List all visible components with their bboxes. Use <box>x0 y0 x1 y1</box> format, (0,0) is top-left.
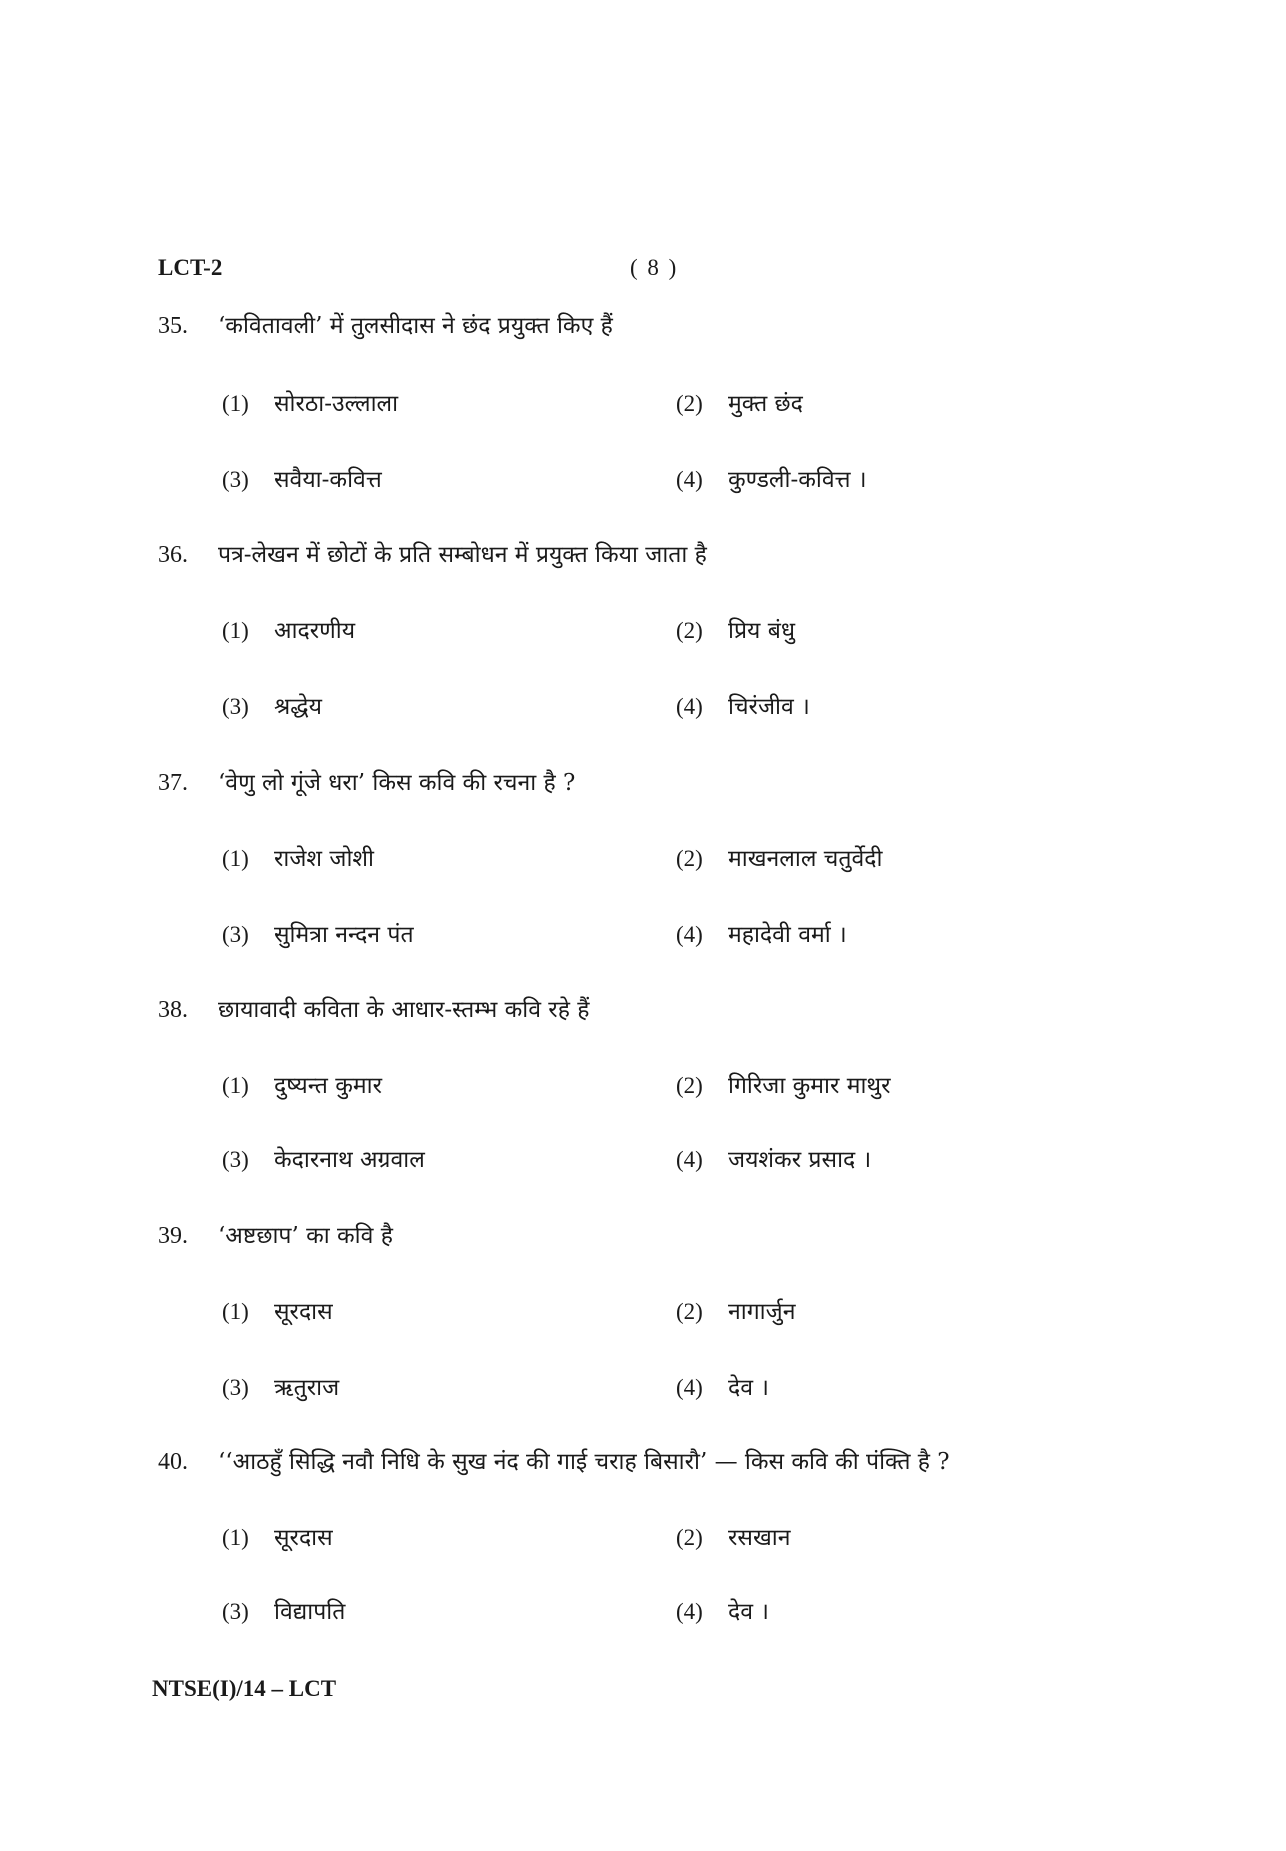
option-number: (3) <box>222 1599 249 1624</box>
question-number: 39. <box>158 1223 188 1249</box>
option-4 <box>676 1142 871 1174</box>
option-1 <box>222 841 374 873</box>
option-2 <box>676 386 803 418</box>
option-3 <box>222 1370 339 1402</box>
question-number: 35. <box>158 313 188 339</box>
option-number: (1) <box>222 846 249 871</box>
question-text: ‘वेणु लो गूंजे धरा’ किस कवि की रचना है ? <box>218 770 576 796</box>
option-2 <box>676 1294 795 1326</box>
option-3 <box>222 1142 425 1174</box>
header-code: LCT-2 <box>158 255 223 280</box>
option-1 <box>222 1068 382 1100</box>
question-text: छायावादी कविता के आधार-स्तम्भ कवि रहे हैं <box>218 997 590 1023</box>
option-text: जयशंकर प्रसाद । <box>728 1147 872 1173</box>
option-text: ऋतुराज <box>274 1375 340 1401</box>
option-text: देव । <box>728 1375 770 1401</box>
option-text: राजेश जोशी <box>274 846 375 872</box>
option-text: रसखान <box>728 1525 791 1551</box>
option-number: (2) <box>676 391 703 416</box>
option-4 <box>676 689 810 721</box>
option-text: गिरिजा कुमार माथुर <box>728 1073 891 1099</box>
option-3 <box>222 1594 345 1626</box>
option-text: सूरदास <box>274 1299 333 1325</box>
option-4 <box>676 462 867 494</box>
option-1 <box>222 386 398 418</box>
option-number: (2) <box>676 618 703 643</box>
option-1 <box>222 613 355 645</box>
option-text: श्रद्धेय <box>274 694 323 720</box>
option-text: सूरदास <box>274 1525 333 1551</box>
footer-code: NTSE(I)/14 – LCT <box>152 1676 337 1701</box>
question-number: 36. <box>158 542 188 568</box>
option-text: नागार्जुन <box>728 1299 796 1325</box>
option-4 <box>676 917 847 949</box>
option-number: (4) <box>676 1147 703 1172</box>
option-number: (3) <box>222 922 249 947</box>
option-text: महादेवी वर्मा । <box>728 922 847 948</box>
option-3 <box>222 917 414 949</box>
option-number: (3) <box>222 467 249 492</box>
question-text: पत्र-लेखन में छोटों के प्रति सम्बोधन में प्रयुक्त किया जाता है <box>218 542 707 568</box>
option-4 <box>676 1370 769 1402</box>
option-text: कुण्डली-कवित्त । <box>728 467 867 493</box>
option-number: (4) <box>676 694 703 719</box>
option-number: (4) <box>676 467 703 492</box>
option-3 <box>222 689 322 721</box>
option-text: सवैया-कवित्त <box>274 467 382 493</box>
option-number: (2) <box>676 1299 703 1324</box>
option-1 <box>222 1294 333 1326</box>
option-text: देव । <box>728 1599 770 1625</box>
question-text: ‘अष्टछाप’ का कवि है <box>218 1223 393 1249</box>
option-2 <box>676 841 882 873</box>
option-number: (4) <box>676 922 703 947</box>
option-2 <box>676 1068 891 1100</box>
option-number: (1) <box>222 1525 249 1550</box>
option-number: (3) <box>222 694 249 719</box>
question-number: 40. <box>158 1449 188 1475</box>
option-number: (2) <box>676 846 703 871</box>
option-number: (2) <box>676 1073 703 1098</box>
question-number: 38. <box>158 997 188 1023</box>
page-number: ( 8 ) <box>630 255 679 280</box>
option-number: (4) <box>676 1599 703 1624</box>
option-4 <box>676 1594 769 1626</box>
option-number: (1) <box>222 1299 249 1324</box>
option-text: दुष्यन्त कुमार <box>274 1073 383 1099</box>
option-text: सोरठा-उल्लाला <box>274 391 399 417</box>
option-text: केदारनाथ अग्रवाल <box>274 1147 425 1173</box>
option-number: (4) <box>676 1375 703 1400</box>
option-text: माखनलाल चतुर्वेदी <box>728 846 883 872</box>
option-text: सुमित्रा नन्दन पंत <box>274 922 414 948</box>
option-number: (1) <box>222 1073 249 1098</box>
option-number: (3) <box>222 1147 249 1172</box>
option-2 <box>676 1520 791 1552</box>
option-text: विद्यापति <box>274 1599 346 1625</box>
option-text: आदरणीय <box>274 618 356 644</box>
option-number: (2) <box>676 1525 703 1550</box>
option-number: (3) <box>222 1375 249 1400</box>
option-text: प्रिय बंधु <box>728 618 795 644</box>
question-text: ‘कवितावली’ में तुलसीदास ने छंद प्रयुक्त किए हैं <box>218 313 613 339</box>
question-text: ‘‘आठहुँ सिद्धि नवौ निधि के सुख नंद की गाई चराह बिसारौ’ — किस कवि की पंक्ति है ? <box>218 1449 950 1475</box>
option-text: चिरंजीव । <box>728 694 810 720</box>
option-number: (1) <box>222 391 249 416</box>
option-text: मुक्त छंद <box>728 391 803 417</box>
option-3 <box>222 462 382 494</box>
option-1 <box>222 1520 333 1552</box>
question-number: 37. <box>158 770 188 796</box>
option-2 <box>676 613 795 645</box>
option-number: (1) <box>222 618 249 643</box>
